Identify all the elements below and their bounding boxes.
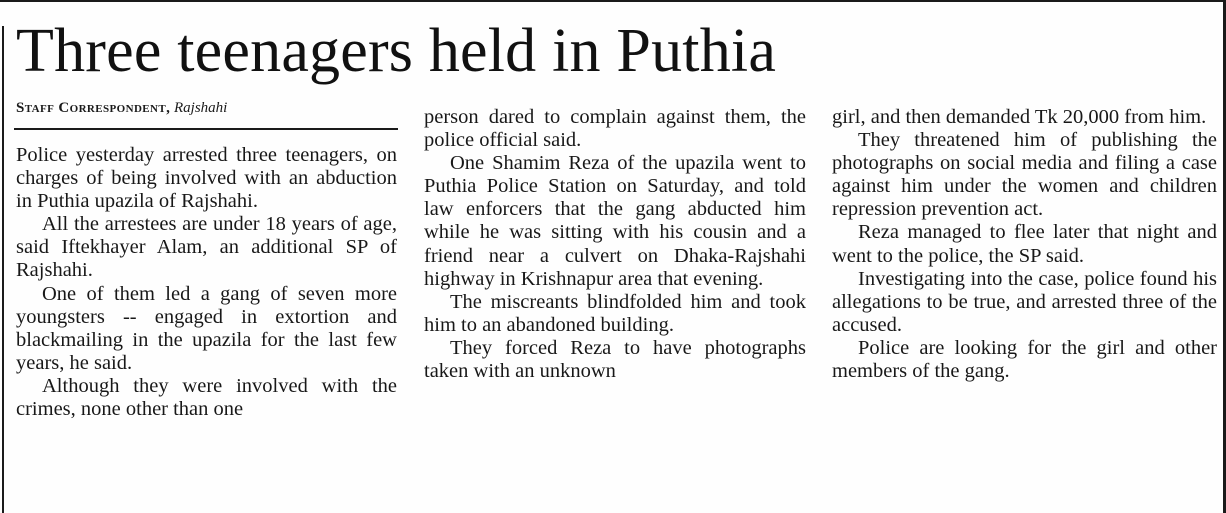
paragraph: girl, and then demanded Tk 20,000 from him. [832,106,1207,128]
article-column-2 [424,106,806,383]
headline: Three teenagers held in Puthia [16,17,777,85]
article-column-3 [832,106,1217,383]
paragraph: They threatened him of publishing the photographs on social media and filing a case against him under the women and children repression prevention act. [832,129,1217,221]
byline-location: Rajshahi [174,100,228,116]
article-column-1 [16,144,397,421]
paragraph: One Shamim Reza of the upazila went to Puthia Police Station on Saturday, and told law enforcers that the gang abducted him while he was sitting with his cousin and a friend near a culvert on Dhaka-Rajshahi highway in Krishnapur area that evening. [424,152,806,290]
paragraph: The miscreants blindfolded him and took him to an abandoned building. [424,290,806,336]
paragraph: Police are looking for the girl and other members of the gang. [832,336,1217,383]
paragraph: Reza managed to flee later that night and went to the police, the SP said. [832,221,1217,267]
byline-correspondent: Staff Correspondent, [16,100,171,116]
paragraph: All the arrestees are under 18 years of age, said Iftekhayer Alam, an additional SP of Rajshahi. [16,213,397,282]
paragraph: person dared to complain against them, the police official said. [424,106,806,152]
paragraph: Investigating into the case, police found his allegations to be true, and arrested three of the accused. [832,267,1217,336]
left-border-rule [2,26,4,513]
top-border-rule [0,0,1226,2]
paragraph: They forced Reza to have photographs taken with an unknown [424,336,806,383]
byline-divider [14,128,398,130]
byline [16,99,227,117]
paragraph: Although they were involved with the crimes, none other than one [16,374,397,421]
paragraph: One of them led a gang of seven more youngsters -- engaged in extortion and blackmailing in the upazila for the last few years, he said. [16,282,397,374]
paragraph: Police yesterday arrested three teenagers, on charges of being involved with an abduction in Puthia upazila of Rajshahi. [16,144,397,213]
